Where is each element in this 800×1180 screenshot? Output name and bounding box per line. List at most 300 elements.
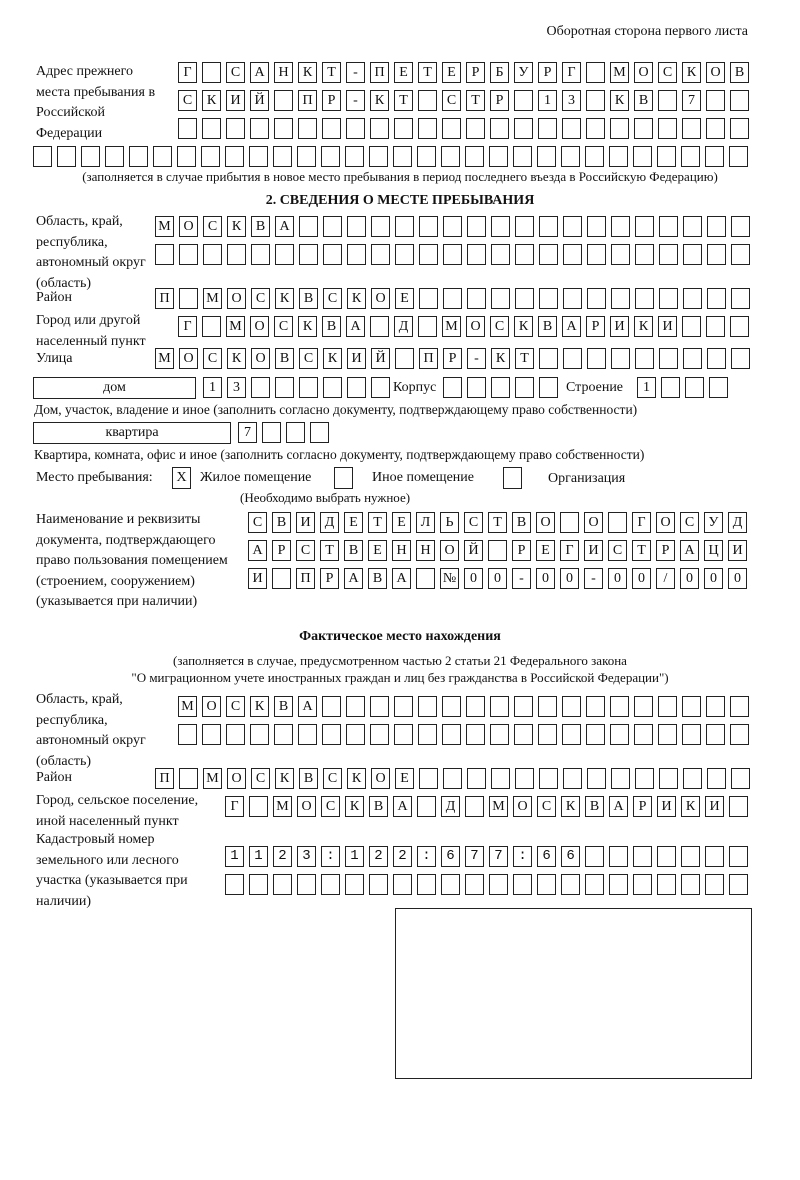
char-cell[interactable] bbox=[539, 377, 558, 398]
char-cell[interactable] bbox=[539, 244, 558, 265]
char-cell[interactable]: О bbox=[202, 696, 221, 717]
char-cell[interactable] bbox=[250, 118, 269, 139]
char-cell[interactable] bbox=[443, 377, 462, 398]
char-cell[interactable] bbox=[490, 696, 509, 717]
char-cell[interactable] bbox=[418, 724, 437, 745]
char-cell[interactable]: Г bbox=[560, 540, 579, 561]
char-cell[interactable] bbox=[729, 796, 748, 817]
char-cell[interactable] bbox=[273, 874, 292, 895]
char-cell[interactable] bbox=[251, 244, 270, 265]
char-cell[interactable]: С bbox=[464, 512, 483, 533]
char-cell[interactable] bbox=[731, 288, 750, 309]
char-cell[interactable]: М bbox=[226, 316, 245, 337]
char-cell[interactable] bbox=[730, 316, 749, 337]
char-cell[interactable]: 1 bbox=[637, 377, 656, 398]
option-organization-checkbox[interactable] bbox=[503, 467, 522, 489]
char-cell[interactable] bbox=[513, 874, 532, 895]
char-cell[interactable] bbox=[203, 244, 222, 265]
char-cell[interactable] bbox=[491, 216, 510, 237]
char-cell[interactable] bbox=[659, 768, 678, 789]
char-cell[interactable] bbox=[633, 874, 652, 895]
char-cell[interactable] bbox=[249, 874, 268, 895]
char-cell[interactable] bbox=[683, 288, 702, 309]
char-cell[interactable] bbox=[249, 146, 268, 167]
char-cell[interactable] bbox=[538, 118, 557, 139]
char-cell[interactable] bbox=[394, 724, 413, 745]
char-cell[interactable]: М bbox=[155, 348, 174, 369]
char-cell[interactable]: Р bbox=[272, 540, 291, 561]
char-cell[interactable] bbox=[262, 422, 281, 443]
char-cell[interactable] bbox=[514, 118, 533, 139]
char-cell[interactable] bbox=[661, 377, 680, 398]
char-cell[interactable]: А bbox=[680, 540, 699, 561]
char-cell[interactable] bbox=[346, 724, 365, 745]
char-cell[interactable]: - bbox=[467, 348, 486, 369]
char-cell[interactable] bbox=[659, 244, 678, 265]
char-cell[interactable] bbox=[347, 216, 366, 237]
char-cell[interactable]: К bbox=[347, 288, 366, 309]
char-cell[interactable]: О bbox=[584, 512, 603, 533]
char-cell[interactable]: Д bbox=[320, 512, 339, 533]
char-cell[interactable] bbox=[635, 244, 654, 265]
char-cell[interactable] bbox=[226, 724, 245, 745]
char-cell[interactable] bbox=[706, 90, 725, 111]
char-cell[interactable] bbox=[322, 724, 341, 745]
char-cell[interactable]: С bbox=[680, 512, 699, 533]
char-cell[interactable] bbox=[729, 146, 748, 167]
char-cell[interactable]: О bbox=[227, 768, 246, 789]
char-cell[interactable]: 0 bbox=[632, 568, 651, 589]
char-cell[interactable]: Р bbox=[466, 62, 485, 83]
char-cell[interactable] bbox=[682, 316, 701, 337]
char-cell[interactable] bbox=[441, 146, 460, 167]
char-cell[interactable] bbox=[419, 768, 438, 789]
char-cell[interactable] bbox=[515, 216, 534, 237]
char-cell[interactable]: 3 bbox=[227, 377, 246, 398]
char-cell[interactable]: С bbox=[226, 696, 245, 717]
char-cell[interactable] bbox=[633, 146, 652, 167]
char-cell[interactable] bbox=[730, 696, 749, 717]
char-cell[interactable] bbox=[345, 146, 364, 167]
char-cell[interactable] bbox=[587, 244, 606, 265]
char-cell[interactable]: Т bbox=[394, 90, 413, 111]
char-cell[interactable]: У bbox=[514, 62, 533, 83]
char-cell[interactable]: С bbox=[490, 316, 509, 337]
char-cell[interactable] bbox=[202, 118, 221, 139]
char-cell[interactable]: В bbox=[634, 90, 653, 111]
char-cell[interactable] bbox=[681, 846, 700, 867]
char-cell[interactable] bbox=[635, 768, 654, 789]
char-cell[interactable] bbox=[657, 846, 676, 867]
char-cell[interactable] bbox=[179, 288, 198, 309]
char-cell[interactable] bbox=[731, 216, 750, 237]
house-type-field[interactable]: дом bbox=[33, 377, 196, 399]
char-cell[interactable] bbox=[731, 244, 750, 265]
char-cell[interactable] bbox=[634, 118, 653, 139]
char-cell[interactable]: - bbox=[584, 568, 603, 589]
char-cell[interactable] bbox=[609, 846, 628, 867]
char-cell[interactable] bbox=[706, 696, 725, 717]
char-cell[interactable] bbox=[178, 724, 197, 745]
char-cell[interactable] bbox=[635, 216, 654, 237]
char-cell[interactable]: Р bbox=[633, 796, 652, 817]
char-cell[interactable] bbox=[707, 768, 726, 789]
char-cell[interactable]: К bbox=[227, 216, 246, 237]
char-cell[interactable]: П bbox=[155, 288, 174, 309]
char-cell[interactable] bbox=[417, 874, 436, 895]
char-cell[interactable]: С bbox=[608, 540, 627, 561]
char-cell[interactable] bbox=[491, 377, 510, 398]
char-cell[interactable] bbox=[514, 724, 533, 745]
char-cell[interactable] bbox=[681, 146, 700, 167]
char-cell[interactable]: С bbox=[299, 348, 318, 369]
char-cell[interactable] bbox=[395, 216, 414, 237]
char-cell[interactable] bbox=[323, 377, 342, 398]
char-cell[interactable] bbox=[418, 696, 437, 717]
char-cell[interactable]: Ь bbox=[440, 512, 459, 533]
char-cell[interactable] bbox=[251, 377, 270, 398]
char-cell[interactable] bbox=[513, 146, 532, 167]
char-cell[interactable] bbox=[730, 118, 749, 139]
char-cell[interactable] bbox=[179, 244, 198, 265]
char-cell[interactable] bbox=[57, 146, 76, 167]
char-cell[interactable] bbox=[563, 244, 582, 265]
char-cell[interactable]: М bbox=[489, 796, 508, 817]
char-cell[interactable]: В bbox=[251, 216, 270, 237]
char-cell[interactable] bbox=[659, 288, 678, 309]
char-cell[interactable] bbox=[707, 348, 726, 369]
char-cell[interactable]: О bbox=[371, 288, 390, 309]
char-cell[interactable] bbox=[658, 724, 677, 745]
char-cell[interactable] bbox=[467, 768, 486, 789]
char-cell[interactable] bbox=[682, 724, 701, 745]
char-cell[interactable] bbox=[488, 540, 507, 561]
char-cell[interactable] bbox=[634, 724, 653, 745]
char-cell[interactable]: В bbox=[344, 540, 363, 561]
char-cell[interactable]: А bbox=[344, 568, 363, 589]
char-cell[interactable] bbox=[466, 696, 485, 717]
char-cell[interactable]: 7 bbox=[238, 422, 257, 443]
char-cell[interactable] bbox=[418, 90, 437, 111]
char-cell[interactable]: 0 bbox=[560, 568, 579, 589]
char-cell[interactable] bbox=[707, 288, 726, 309]
char-cell[interactable]: О bbox=[513, 796, 532, 817]
char-cell[interactable] bbox=[346, 696, 365, 717]
char-cell[interactable] bbox=[634, 696, 653, 717]
char-cell[interactable] bbox=[153, 146, 172, 167]
char-cell[interactable] bbox=[611, 288, 630, 309]
char-cell[interactable] bbox=[371, 244, 390, 265]
char-cell[interactable]: П bbox=[296, 568, 315, 589]
char-cell[interactable] bbox=[587, 288, 606, 309]
char-cell[interactable] bbox=[310, 422, 329, 443]
char-cell[interactable] bbox=[633, 846, 652, 867]
char-cell[interactable]: В bbox=[369, 796, 388, 817]
char-cell[interactable] bbox=[610, 118, 629, 139]
char-cell[interactable]: К bbox=[610, 90, 629, 111]
char-cell[interactable]: 1 bbox=[538, 90, 557, 111]
char-cell[interactable] bbox=[393, 146, 412, 167]
char-cell[interactable] bbox=[659, 348, 678, 369]
char-cell[interactable] bbox=[179, 768, 198, 789]
char-cell[interactable] bbox=[299, 216, 318, 237]
char-cell[interactable] bbox=[537, 874, 556, 895]
char-cell[interactable]: К bbox=[275, 768, 294, 789]
char-cell[interactable] bbox=[275, 244, 294, 265]
char-cell[interactable]: И bbox=[705, 796, 724, 817]
char-cell[interactable] bbox=[585, 146, 604, 167]
char-cell[interactable] bbox=[178, 118, 197, 139]
char-cell[interactable] bbox=[467, 377, 486, 398]
char-cell[interactable]: Е bbox=[536, 540, 555, 561]
char-cell[interactable]: С bbox=[321, 796, 340, 817]
char-cell[interactable]: В bbox=[274, 696, 293, 717]
char-cell[interactable] bbox=[609, 874, 628, 895]
char-cell[interactable]: О bbox=[536, 512, 555, 533]
char-cell[interactable] bbox=[610, 696, 629, 717]
char-cell[interactable]: Р bbox=[538, 62, 557, 83]
char-cell[interactable] bbox=[586, 118, 605, 139]
char-cell[interactable] bbox=[635, 348, 654, 369]
char-cell[interactable]: Й bbox=[250, 90, 269, 111]
char-cell[interactable]: А bbox=[562, 316, 581, 337]
char-cell[interactable] bbox=[657, 874, 676, 895]
char-cell[interactable]: В bbox=[538, 316, 557, 337]
char-cell[interactable]: А bbox=[298, 696, 317, 717]
char-cell[interactable]: С bbox=[296, 540, 315, 561]
char-cell[interactable] bbox=[561, 874, 580, 895]
char-cell[interactable] bbox=[682, 118, 701, 139]
char-cell[interactable]: Б bbox=[490, 62, 509, 83]
char-cell[interactable] bbox=[226, 118, 245, 139]
char-cell[interactable]: И bbox=[226, 90, 245, 111]
char-cell[interactable]: И bbox=[347, 348, 366, 369]
char-cell[interactable] bbox=[322, 696, 341, 717]
char-cell[interactable]: С bbox=[251, 768, 270, 789]
char-cell[interactable]: М bbox=[203, 288, 222, 309]
char-cell[interactable] bbox=[682, 696, 701, 717]
char-cell[interactable]: О bbox=[371, 768, 390, 789]
char-cell[interactable] bbox=[202, 62, 221, 83]
char-cell[interactable]: Е bbox=[395, 768, 414, 789]
char-cell[interactable]: Д bbox=[394, 316, 413, 337]
char-cell[interactable] bbox=[369, 874, 388, 895]
char-cell[interactable]: Н bbox=[274, 62, 293, 83]
char-cell[interactable]: О bbox=[250, 316, 269, 337]
char-cell[interactable] bbox=[416, 568, 435, 589]
char-cell[interactable]: К bbox=[298, 62, 317, 83]
char-cell[interactable]: Ц bbox=[704, 540, 723, 561]
char-cell[interactable]: В bbox=[299, 288, 318, 309]
char-cell[interactable] bbox=[563, 216, 582, 237]
char-cell[interactable] bbox=[490, 118, 509, 139]
char-cell[interactable] bbox=[394, 118, 413, 139]
char-cell[interactable] bbox=[563, 288, 582, 309]
char-cell[interactable]: В bbox=[730, 62, 749, 83]
char-cell[interactable]: С bbox=[251, 288, 270, 309]
char-cell[interactable]: Т bbox=[368, 512, 387, 533]
char-cell[interactable] bbox=[298, 724, 317, 745]
char-cell[interactable] bbox=[515, 768, 534, 789]
char-cell[interactable] bbox=[467, 216, 486, 237]
char-cell[interactable] bbox=[250, 724, 269, 745]
char-cell[interactable] bbox=[491, 244, 510, 265]
char-cell[interactable] bbox=[587, 216, 606, 237]
char-cell[interactable]: Й bbox=[371, 348, 390, 369]
char-cell[interactable]: К bbox=[347, 768, 366, 789]
char-cell[interactable]: А bbox=[250, 62, 269, 83]
char-cell[interactable] bbox=[273, 146, 292, 167]
char-cell[interactable]: 1 bbox=[203, 377, 222, 398]
char-cell[interactable] bbox=[202, 724, 221, 745]
char-cell[interactable] bbox=[730, 724, 749, 745]
char-cell[interactable] bbox=[611, 216, 630, 237]
char-cell[interactable]: С bbox=[203, 216, 222, 237]
char-cell[interactable] bbox=[443, 244, 462, 265]
char-cell[interactable]: 0 bbox=[680, 568, 699, 589]
char-cell[interactable] bbox=[659, 216, 678, 237]
char-cell[interactable] bbox=[706, 316, 725, 337]
char-cell[interactable] bbox=[729, 846, 748, 867]
char-cell[interactable]: Г bbox=[178, 62, 197, 83]
char-cell[interactable] bbox=[562, 696, 581, 717]
char-cell[interactable] bbox=[658, 696, 677, 717]
char-cell[interactable]: М bbox=[610, 62, 629, 83]
char-cell[interactable] bbox=[466, 724, 485, 745]
char-cell[interactable]: М bbox=[442, 316, 461, 337]
char-cell[interactable] bbox=[707, 216, 726, 237]
char-cell[interactable] bbox=[201, 146, 220, 167]
char-cell[interactable] bbox=[321, 146, 340, 167]
char-cell[interactable] bbox=[369, 146, 388, 167]
char-cell[interactable] bbox=[586, 62, 605, 83]
char-cell[interactable]: С bbox=[658, 62, 677, 83]
char-cell[interactable]: Г bbox=[562, 62, 581, 83]
char-cell[interactable] bbox=[731, 348, 750, 369]
char-cell[interactable]: Т bbox=[466, 90, 485, 111]
char-cell[interactable] bbox=[539, 768, 558, 789]
char-cell[interactable]: К bbox=[275, 288, 294, 309]
char-cell[interactable] bbox=[490, 724, 509, 745]
char-cell[interactable] bbox=[683, 216, 702, 237]
char-cell[interactable] bbox=[419, 288, 438, 309]
char-cell[interactable]: Г bbox=[225, 796, 244, 817]
char-cell[interactable]: К bbox=[323, 348, 342, 369]
char-cell[interactable] bbox=[608, 512, 627, 533]
char-cell[interactable]: 0 bbox=[488, 568, 507, 589]
char-cell[interactable] bbox=[272, 568, 291, 589]
char-cell[interactable]: Т bbox=[488, 512, 507, 533]
char-cell[interactable] bbox=[322, 118, 341, 139]
char-cell[interactable]: С bbox=[178, 90, 197, 111]
char-cell[interactable] bbox=[709, 377, 728, 398]
char-cell[interactable]: 0 bbox=[536, 568, 555, 589]
char-cell[interactable]: В bbox=[512, 512, 531, 533]
char-cell[interactable]: Е bbox=[344, 512, 363, 533]
char-cell[interactable]: С bbox=[248, 512, 267, 533]
char-cell[interactable] bbox=[467, 288, 486, 309]
char-cell[interactable] bbox=[370, 316, 389, 337]
char-cell[interactable] bbox=[611, 348, 630, 369]
char-cell[interactable] bbox=[129, 146, 148, 167]
char-cell[interactable] bbox=[419, 216, 438, 237]
char-cell[interactable]: К bbox=[370, 90, 389, 111]
char-cell[interactable] bbox=[683, 348, 702, 369]
char-cell[interactable] bbox=[105, 146, 124, 167]
char-cell[interactable]: М bbox=[178, 696, 197, 717]
char-cell[interactable]: Г bbox=[178, 316, 197, 337]
char-cell[interactable] bbox=[395, 244, 414, 265]
char-cell[interactable]: А bbox=[346, 316, 365, 337]
char-cell[interactable]: У bbox=[704, 512, 723, 533]
char-cell[interactable]: 0 bbox=[464, 568, 483, 589]
char-cell[interactable]: А bbox=[248, 540, 267, 561]
char-cell[interactable] bbox=[371, 216, 390, 237]
char-cell[interactable] bbox=[274, 724, 293, 745]
char-cell[interactable]: А bbox=[393, 796, 412, 817]
char-cell[interactable]: Р bbox=[443, 348, 462, 369]
char-cell[interactable] bbox=[683, 768, 702, 789]
char-cell[interactable] bbox=[370, 724, 389, 745]
char-cell[interactable] bbox=[467, 244, 486, 265]
char-cell[interactable] bbox=[274, 118, 293, 139]
char-cell[interactable] bbox=[225, 874, 244, 895]
char-cell[interactable] bbox=[705, 846, 724, 867]
char-cell[interactable] bbox=[658, 118, 677, 139]
option-other-checkbox[interactable] bbox=[334, 467, 353, 489]
char-cell[interactable]: О bbox=[656, 512, 675, 533]
char-cell[interactable]: И bbox=[657, 796, 676, 817]
char-cell[interactable]: Й bbox=[464, 540, 483, 561]
char-cell[interactable] bbox=[370, 118, 389, 139]
char-cell[interactable]: В bbox=[368, 568, 387, 589]
char-cell[interactable]: Т bbox=[322, 62, 341, 83]
char-cell[interactable] bbox=[562, 118, 581, 139]
char-cell[interactable] bbox=[610, 724, 629, 745]
char-cell[interactable]: С bbox=[537, 796, 556, 817]
char-cell[interactable]: Т bbox=[515, 348, 534, 369]
char-cell[interactable]: В bbox=[299, 768, 318, 789]
char-cell[interactable] bbox=[345, 874, 364, 895]
char-cell[interactable] bbox=[33, 146, 52, 167]
flat-type-field[interactable]: квартира bbox=[33, 422, 231, 444]
char-cell[interactable]: О bbox=[466, 316, 485, 337]
char-cell[interactable] bbox=[514, 696, 533, 717]
char-cell[interactable] bbox=[299, 244, 318, 265]
char-cell[interactable]: Д bbox=[441, 796, 460, 817]
char-cell[interactable] bbox=[177, 146, 196, 167]
char-cell[interactable] bbox=[417, 796, 436, 817]
char-cell[interactable] bbox=[685, 377, 704, 398]
char-cell[interactable] bbox=[729, 874, 748, 895]
char-cell[interactable]: Г bbox=[632, 512, 651, 533]
char-cell[interactable]: С bbox=[442, 90, 461, 111]
char-cell[interactable]: И bbox=[248, 568, 267, 589]
char-cell[interactable] bbox=[681, 874, 700, 895]
char-cell[interactable] bbox=[347, 377, 366, 398]
char-cell[interactable] bbox=[418, 316, 437, 337]
char-cell[interactable]: Д bbox=[728, 512, 747, 533]
char-cell[interactable] bbox=[635, 288, 654, 309]
char-cell[interactable] bbox=[443, 288, 462, 309]
char-cell[interactable]: Р bbox=[320, 568, 339, 589]
char-cell[interactable] bbox=[731, 768, 750, 789]
char-cell[interactable] bbox=[297, 874, 316, 895]
char-cell[interactable]: С bbox=[323, 768, 342, 789]
char-cell[interactable]: П bbox=[370, 62, 389, 83]
char-cell[interactable] bbox=[563, 348, 582, 369]
char-cell[interactable]: А bbox=[392, 568, 411, 589]
